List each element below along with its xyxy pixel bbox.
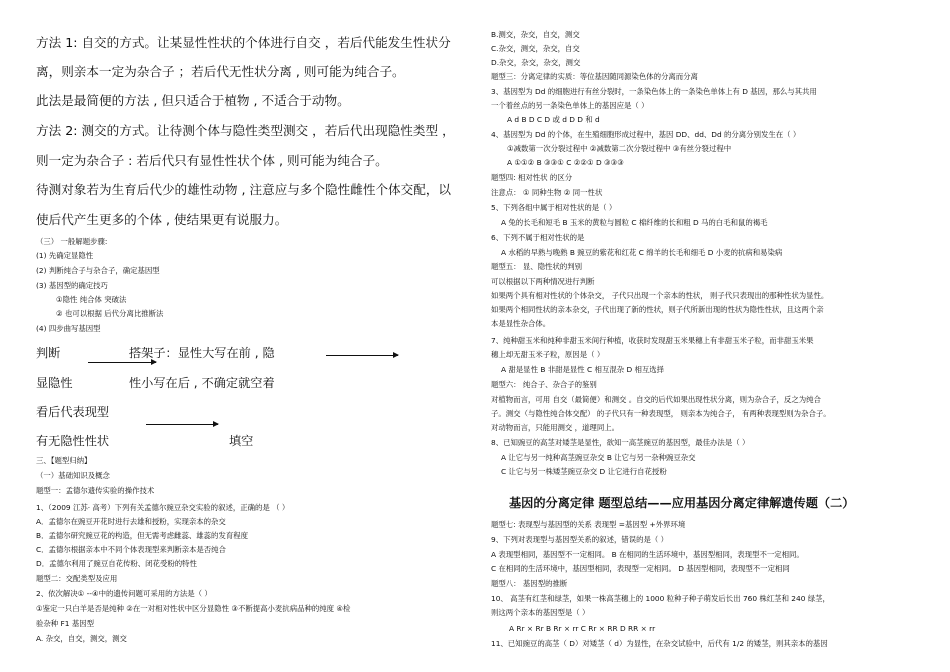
type5-rule-2-cont: 本是显性杂合体。 — [491, 319, 551, 328]
step-3: (3) 基因型的确定技巧 — [36, 281, 108, 290]
q1-option-a: A．孟德尔在豌豆开花时进行去雄和授粉，实现亲本的杂交 — [36, 517, 226, 526]
q2-stem: 2、依次解决① --④中的遗传问题可采用的方法是（ ） — [36, 589, 212, 598]
type5-rule-2: 如果两个相同性状的亲本杂交，子代出现了新的性状，则子代所新出现的性状为隐性性状，且这两个亲 — [491, 305, 824, 314]
flow-judge: 判断 — [36, 346, 61, 360]
flow-recessive-lower: 性小写在后 , 不确定就空着 — [129, 376, 275, 390]
section3-title: 三、【题型归纳】 — [36, 456, 92, 465]
q2-items-cont: 验杂种 F1 基因型 — [36, 619, 94, 628]
q7-stem: 7、纯种甜玉米和纯种非甜玉米间行种植，收获时发现甜玉米果穗上有非甜玉米子粒，而非甜玉米果 — [491, 336, 814, 345]
q3-stem: 3、基因型为 Dd 的细胞进行有丝分裂时，一条染色体上的一条染色单体上有 D 基因，那么与其共用 — [491, 87, 817, 96]
type3-title: 题型三：分离定律的实质：等位基因随同源染色体的分离而分离 — [491, 72, 698, 81]
q10-options: A Rr × Rr B Rr × rr C Rr × RR D RR × rr — [509, 624, 656, 633]
q1-option-c: C．孟德尔根据亲本中不同个体表现型来判断亲本是否纯合 — [36, 545, 226, 554]
method1-line-2: 离，则亲本一定为杂合子 ；若后代无性状分离 , 则可能为纯合子。 — [36, 64, 405, 79]
type6-text-1: 对植物而言，可用 自交（最简便）和测交 。自交的后代如果出现性状分离，则为杂合子，反之为纯合 — [491, 395, 821, 404]
type2-title: 题型二：交配类型及应用 — [36, 574, 118, 583]
q11-stem: 11、已知豌豆的高茎（ D）对矮茎（ d）为显性，在杂交试验中，后代有 1/2 的矮茎，则其亲本的基因 — [491, 639, 828, 648]
q3-stem-cont: 一个着丝点的另一条染色单体上的基因应是（ ） — [491, 101, 649, 110]
type5-intro: 可以根据以下两种情况进行判断 — [491, 277, 595, 286]
q2-option-b: B.测交，杂交，自交，测交 — [491, 30, 580, 39]
q2-option-d: D.杂交，杂交，杂交，测交 — [491, 58, 581, 67]
step-1: (1) 先确定显隐性 — [36, 251, 94, 260]
flow-arrow-1 — [88, 362, 156, 363]
q1-option-d: D．孟德尔利用了豌豆自花传粉、闭花受粉的特性 — [36, 559, 197, 568]
flow-has: 有无隐性性状 — [36, 434, 110, 448]
q2-option-c: C.杂交，测交，杂交，自交 — [491, 44, 580, 53]
type5-rule-1: 如果两个具有相对性状的个体杂交， 子代只出现一个亲本的性状， 则子代只表现出的那种性状为显性。 — [491, 291, 829, 300]
step-3-tip-2: ② 也可以根据 后代分离比推断法 — [56, 309, 164, 318]
q8-options-ab: A 让它与另一纯种高茎豌豆杂交 B 让它与另一杂种豌豆杂交 — [501, 453, 696, 462]
section-title: 基因的分离定律 题型总结——应用基因分离定律解遗传题（二） — [509, 496, 855, 510]
q4-options: A ①①② B ③③① C ②②① D ③③③ — [507, 158, 624, 167]
method1-line-3: 此法是最简便的方法 , 但只适合于植物 , 不适合于动物。 — [36, 93, 350, 108]
flow-arrow-3 — [146, 424, 218, 425]
flow-dominance: 显隐性 — [36, 376, 73, 390]
type4-note: 注意点： ① 同种生物 ② 同一性状 — [491, 188, 603, 197]
method2-line-1: 方法 2: 测交的方式。让待测个体与隐性类型测交 ，若后代出现隐性类型 ， — [36, 123, 455, 138]
q8-options-cd: C 让它与另一株矮茎豌豆杂交 D 让它进行自花授粉 — [501, 467, 667, 476]
q9-stem: 9、下列对表现型与基因型关系的叙述，错误的是（ ） — [491, 535, 669, 544]
steps-title: （三） 一般解题步骤: — [36, 237, 108, 246]
section3-subtitle: （一）基础知识及概念 — [36, 471, 110, 480]
q1-option-b: B．孟德尔研究豌豆花的构造，但无需考虑雌蕊、雄蕊的发育程度 — [36, 531, 249, 540]
q10-stem: 10、 高茎有红茎和绿茎，如果一株高茎穗上的 1000 粒种子种子萌发后长出 760 株红茎和 240 绿茎， — [491, 594, 830, 603]
q7-options: A 甜是显性 B 非甜是显性 C 相互混杂 D 相互选择 — [501, 365, 665, 374]
step-3-tip-1: ①隐性 纯合体 突破法 — [56, 295, 127, 304]
q8-stem: 8、已知豌豆的高茎对矮茎是显性，欲知一高茎豌豆的基因型，最佳办法是（ ） — [491, 438, 750, 447]
step-4: (4) 四步曲写基因型 — [36, 324, 101, 333]
q6-stem: 6、下列不属于相对性状的是 — [491, 233, 585, 242]
type5-title: 题型五： 显、隐性状的判别 — [491, 262, 583, 271]
q3-options: A d B D C D 或 d D D 和 d — [507, 115, 600, 124]
q9-options-ab: A 表现型相同，基因型不一定相同。 B 在相同的生活环境中，基因型相同，表现型不一定相同。 — [491, 550, 804, 559]
q5-stem: 5、下列各组中属于相对性状的是（ ） — [491, 203, 617, 212]
type8-title: 题型八： 基因型的推断 — [491, 579, 568, 588]
flow-arrow-2 — [326, 355, 398, 356]
method2-line-3: 待测对象若为生育后代少的雄性动物 , 注意应与多个隐性雌性个体交配，以 — [36, 182, 452, 197]
type6-text-3: 对动物而言，只能用测交 ，道理同上。 — [491, 423, 619, 432]
type1-title: 题型一：孟德尔遗传实验的操作技术 — [36, 486, 155, 495]
q2-option-a: A. 杂交，自交，测交，测交 — [36, 634, 127, 643]
q2-items: ①鉴定一只白羊是否是纯种 ②在一对相对性状中区分显隐性 ③不断提高小麦抗病品种的纯度 ④检 — [36, 604, 351, 613]
q4-items: ①减数第一次分裂过程中 ②减数第二次分裂过程中 ③有丝分裂过程中 — [507, 144, 732, 153]
type6-text-2: 子。测交（与隐性纯合体交配） 的子代只有一种表现型， 则亲本为纯合子， 有两种表现型则为杂合子。 — [491, 409, 831, 418]
method1-line-1: 方法 1: 自交的方式。让某显性性状的个体进行自交 ，若后代能发生性状分 — [36, 35, 451, 50]
q5-options: A 兔的长毛和短毛 B 玉米的黄粒与圆粒 C 棉纤维的长和粗 D 马的白毛和鼠的褐毛 — [501, 218, 768, 227]
flow-scaffold: 搭架子：显性大写在前 , 隐 — [129, 346, 275, 360]
type7-title: 题型七: 表现型与基因型的关系 表现型 =基因型 +外界环境 — [491, 520, 686, 529]
flow-fill: 填空 — [229, 434, 254, 448]
type4-title: 题型四: 相对性状 的区分 — [491, 173, 573, 182]
method2-line-4: 使后代产生更多的个体 , 使结果更有说服力。 — [36, 212, 288, 227]
q6-options: A 水稻的早熟与晚熟 B 豌豆的紫花和红花 C 绵羊的长毛和细毛 D 小麦的抗病和易染病 — [501, 248, 783, 257]
type6-title: 题型六： 纯合子、杂合子的鉴别 — [491, 380, 597, 389]
flow-look: 看后代表现型 — [36, 405, 110, 419]
q1-stem: 1、（2009 江苏· 高考）下列有关孟德尔豌豆杂交实验的叙述，正确的是 （ ） — [36, 503, 290, 512]
method2-line-2: 则一定为杂合子 : 若后代只有显性性状个体 , 则可能为纯合子。 — [36, 153, 388, 168]
q10-stem-cont: 则这两个亲本的基因型是（ ） — [491, 608, 590, 617]
q7-stem-cont: 穗上却无甜玉米子粒，原因是（ ） — [491, 350, 605, 359]
q4-stem: 4、基因型为 Dd 的个体，在生殖细胞形成过程中，基因 DD、dd、Dd 的分离分别发生在（ ） — [491, 130, 801, 139]
q9-options-cd: C 在相同的生活环境中，基因型相同，表现型一定相同。 D 基因型相同，表现型不一定相同 — [491, 564, 790, 573]
step-2: (2) 判断纯合子与杂合子，确定基因型 — [36, 266, 160, 275]
